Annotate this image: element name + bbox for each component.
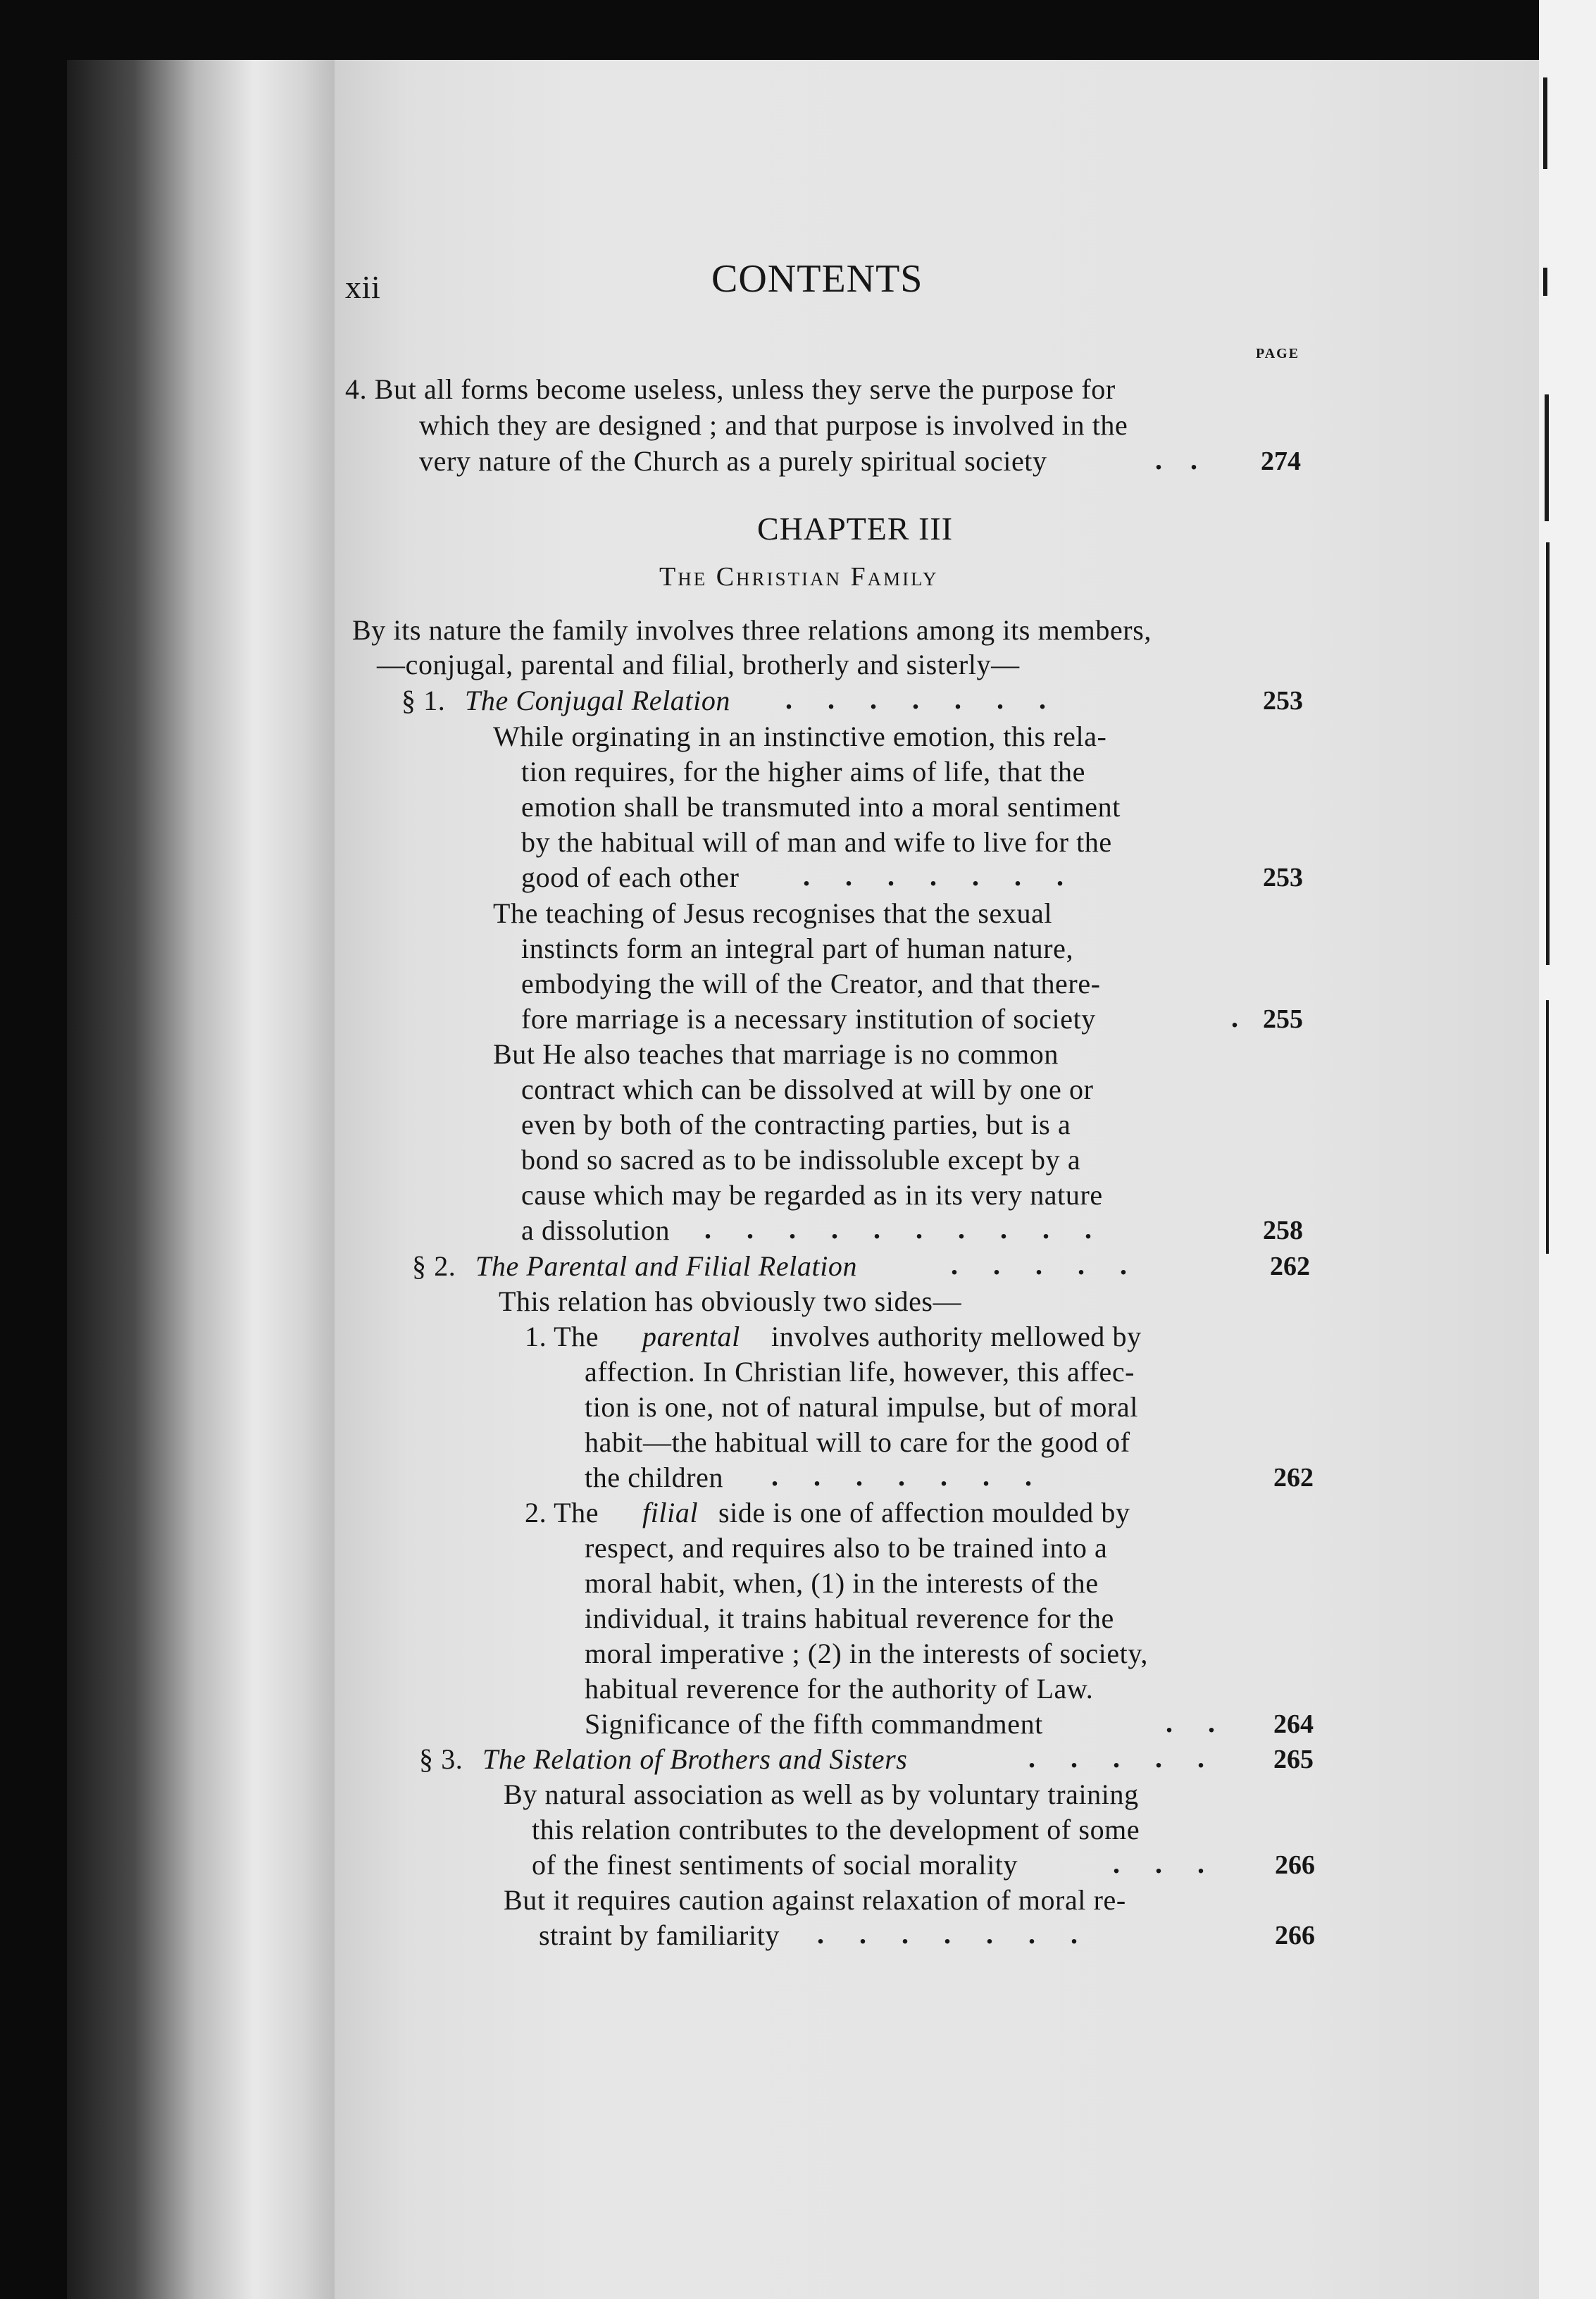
page-ref: 266 xyxy=(1275,1921,1315,1950)
section-intro: This relation has obviously two sides— xyxy=(499,1285,962,1317)
entry-line: moral imperative ; (2) in the interests of society, xyxy=(585,1638,1148,1669)
page-ref: 265 xyxy=(1273,1745,1314,1774)
entry-line: moral habit, when, (1) in the interests of the xyxy=(585,1567,1099,1599)
section-title: The Parental and Filial Relation xyxy=(475,1250,858,1282)
page-number: xii xyxy=(345,269,381,305)
leader-dots: . . . . . . . xyxy=(817,1918,1078,1950)
entry-line: By natural association as well as by voluntary training xyxy=(504,1778,1139,1810)
book-gutter-shadow xyxy=(67,60,335,2299)
section-number: § 1. xyxy=(401,685,446,716)
leader-dots: . . . . . xyxy=(951,1249,1127,1281)
entry-line: straint by familiarity xyxy=(539,1919,780,1951)
entry-line: tion is one, not of natural impulse, but of moral xyxy=(585,1391,1138,1423)
leader-dots: . xyxy=(1231,1002,1238,1033)
entry-line: very nature of the Church as a purely spiritual society xyxy=(419,445,1047,477)
scan-right-margin xyxy=(1539,0,1596,2299)
page-ref: 262 xyxy=(1273,1463,1314,1493)
entry-line: this relation contributes to the development of some xyxy=(532,1814,1140,1845)
leader-dots: . . . . . xyxy=(1028,1742,1204,1774)
chapter-heading: CHAPTER III xyxy=(757,511,954,547)
entry-line: cause which may be regarded as in its very nature xyxy=(521,1179,1103,1211)
entry-line: fore marriage is a necessary institution of society xyxy=(521,1003,1096,1035)
entry-line: habitual reverence for the authority of Law. xyxy=(585,1673,1094,1705)
section-number: § 2. xyxy=(412,1250,456,1282)
page-ref: 274 xyxy=(1261,447,1301,476)
chapter-title: The Christian Family xyxy=(659,562,939,592)
section-title: The Conjugal Relation xyxy=(465,685,731,716)
intro-line: —conjugal, parental and filial, brotherly and sisterly— xyxy=(377,649,1020,680)
entry-line: But it requires caution against relaxation of moral re- xyxy=(504,1884,1126,1916)
entry-line: tion requires, for the higher aims of life, that the xyxy=(521,756,1085,787)
entry-line: of the finest sentiments of social morality xyxy=(532,1849,1018,1881)
entry-line: side is one of affection moulded by xyxy=(718,1497,1130,1528)
entry-line: individual, it trains habitual reverence for the xyxy=(585,1602,1114,1634)
page-ref: 255 xyxy=(1263,1004,1303,1034)
item-lead: 1. The xyxy=(525,1321,599,1352)
entry-line: affection. In Christian life, however, this affec- xyxy=(585,1356,1135,1388)
entry-line: But He also teaches that marriage is no common xyxy=(493,1038,1059,1070)
item-term: parental xyxy=(642,1321,740,1352)
entry-line: a dissolution xyxy=(521,1214,671,1246)
entry-line: which they are designed ; and that purpose is involved in the xyxy=(419,409,1128,441)
page-ref: 253 xyxy=(1263,863,1303,892)
entry-line: While orginating in an instinctive emotion, this rela- xyxy=(493,721,1107,752)
page-column-label: PAGE xyxy=(1256,346,1300,361)
entry-line: 4. But all forms become useless, unless they serve the purpose for xyxy=(345,373,1116,405)
entry-line: Significance of the fifth commandment xyxy=(585,1708,1043,1740)
leader-dots: . . . xyxy=(1113,1848,1204,1879)
entry-line: respect, and requires also to be trained into a xyxy=(585,1532,1108,1564)
leader-dots: . . . . . . . xyxy=(785,683,1046,715)
page-ref: 262 xyxy=(1270,1252,1310,1281)
page-ref: 266 xyxy=(1275,1850,1315,1880)
intro-line: By its nature the family involves three relations among its members, xyxy=(352,614,1152,646)
entry-line: instincts form an integral part of human nature, xyxy=(521,933,1074,964)
leader-dots: . . . . . . . xyxy=(771,1460,1032,1492)
running-title: CONTENTS xyxy=(711,257,923,301)
entry-line: by the habitual will of man and wife to live for the xyxy=(521,826,1112,858)
entry-line: habit—the habitual will to care for the good of xyxy=(585,1426,1130,1458)
entry-line: The teaching of Jesus recognises that the sexual xyxy=(493,897,1053,929)
entry-line: the children xyxy=(585,1462,724,1493)
leader-dots: . . xyxy=(1155,444,1197,475)
entry-line: embodying the will of the Creator, and that there- xyxy=(521,968,1101,999)
item-lead: 2. The xyxy=(525,1497,599,1528)
section-title: The Relation of Brothers and Sisters xyxy=(482,1743,908,1775)
page-ref: 264 xyxy=(1273,1709,1314,1739)
leader-dots: . . . . . . . xyxy=(803,860,1064,892)
entry-line: emotion shall be transmuted into a moral sentiment xyxy=(521,791,1121,823)
section-number: § 3. xyxy=(419,1743,463,1775)
leader-dots: . . xyxy=(1166,1707,1215,1738)
page-ref: 253 xyxy=(1263,686,1303,716)
entry-line: even by both of the contracting parties, but is a xyxy=(521,1109,1071,1140)
page-ref: 258 xyxy=(1263,1216,1303,1245)
item-term: filial xyxy=(642,1497,699,1528)
entry-line: contract which can be dissolved at will by one or xyxy=(521,1073,1094,1105)
leader-dots: . . . . . . . . . . xyxy=(704,1213,1092,1245)
entry-line: involves authority mellowed by xyxy=(771,1321,1142,1352)
entry-line: good of each other xyxy=(521,861,740,893)
entry-line: bond so sacred as to be indissoluble except by a xyxy=(521,1144,1081,1176)
